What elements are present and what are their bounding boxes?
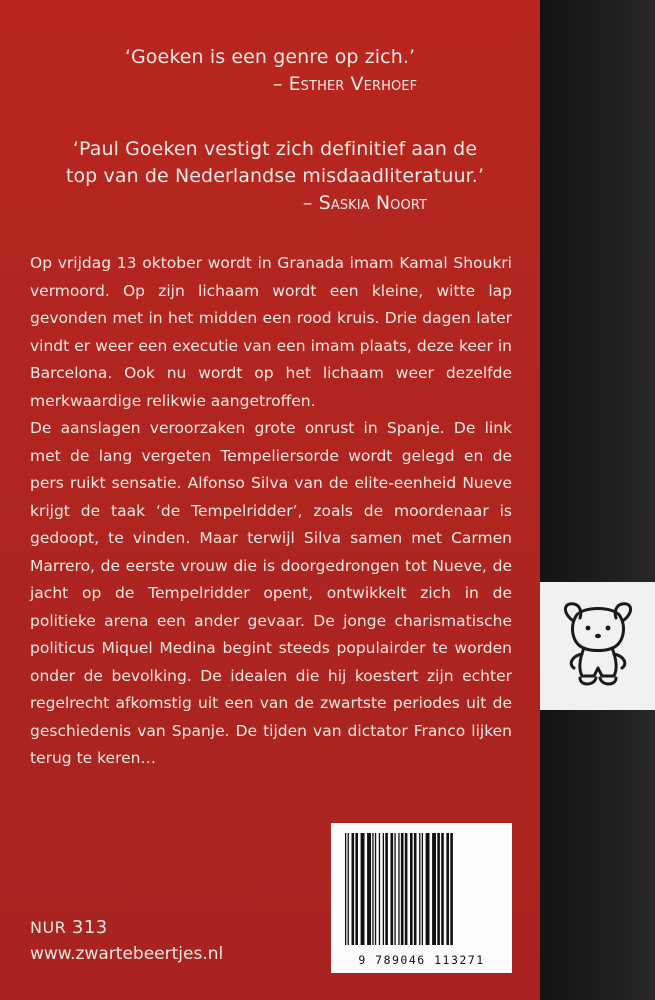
quote-line-1: ‘Paul Goeken vestigt zich definitief aan de [72,138,478,160]
quote-esther-verhoef [60,44,480,98]
blurb-paragraph-1: Op vrijdag 13 oktober wordt in Granada imam Kamal Shoukri vermoord. Op zijn lichaam wordt een kleine, witte lap gevonden met in het midden een rood kruis. Drie dagen later vindt er weer een executie van een imam plaats, deze keer in Barcelona. Ook nu wordt op het lichaam weer dezelfde merkwaardige relikwie aangetroffen. [30,254,512,410]
quote-saskia-noort [40,136,510,217]
nur-label: NUR [30,918,67,937]
quote-text: ‘Goeken is een genre op zich.’ [124,46,416,68]
quote-author: – Esther Verhoef [272,73,418,95]
bear-icon [558,598,638,694]
quote-author: – Saskia Noort [302,192,428,214]
blurb-paragraph-2: De aanslagen veroorzaken grote onrust in Spanje. De link met de lang vergeten Tempeliersorde wordt gelegd en de pers ruikt sensatie. Alfonso Silva van de elite-eenheid Nueve krijgt de taak ‘de Tempelridder’, zoals de moordenaar is gedoopt, te vinden. Maar terwijl Silva samen met Carmen Marrero, de eerste vrouw die is doorgedrongen tot Nueve, de jacht op de Tempelridder opent, ontwikkelt zich in de politieke arena een ander gevaar. De jonge charismatische politicus Miquel Medina begint steeds populairder te worden onder de bevolking. De idealen die hij koestert zijn echter regelrecht afkomstig uit een van de zwartste periodes uit de geschiedenis van Spanje. De tijden van dictator Franco lijken terug te keren… [30,419,512,767]
publisher-logo [540,582,655,710]
publisher-website[interactable]: www.zwartebeertjes.nl [30,944,224,964]
isbn-barcode [331,823,512,973]
nur-number: 313 [71,917,108,938]
nur-code [30,917,108,938]
barcode-bars [331,823,512,953]
isbn-number: 9 789046 113271 [358,953,485,967]
black-side-strip [540,0,655,1000]
quote-line-2: top van de Nederlandse misdaadliteratuur.’ [65,165,485,187]
blurb-text [30,250,512,773]
